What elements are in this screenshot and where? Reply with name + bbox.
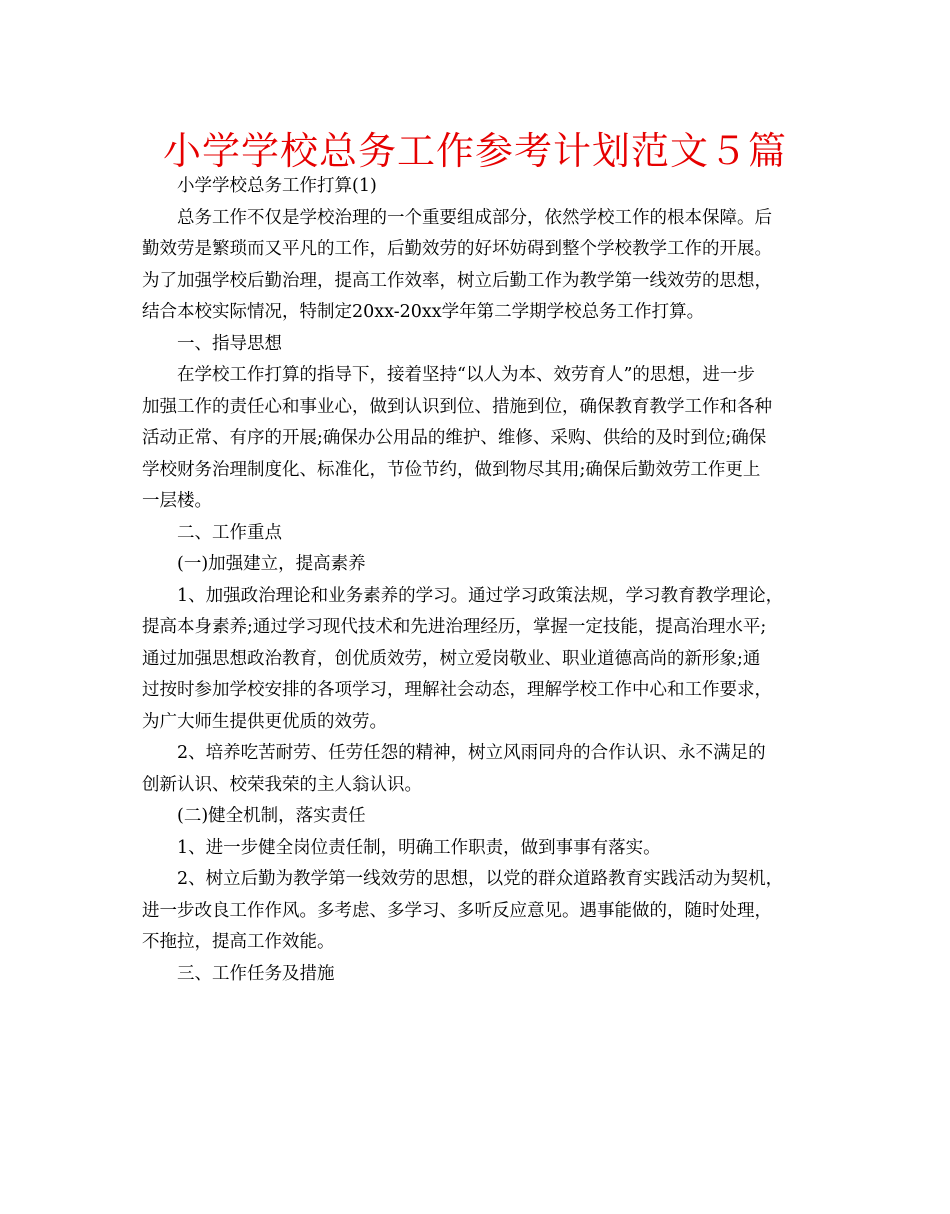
text-line: 过按时参加学校安排的各项学习，理解社会动态，理解学校工作中心和工作要求，	[142, 680, 772, 700]
text-line: 加强工作的责任心和事业心，做到认识到位、措施到位，确保教育教学工作和各种	[142, 396, 772, 417]
text-line: (二)健全机制，落实责任	[177, 806, 366, 826]
text-line: 提高本身素养;通过学习现代技术和先进治理经历，掌握一定技能，提高治理水平;	[142, 617, 767, 637]
text-line: 二、工作重点	[177, 522, 282, 543]
text-line: 三、工作任务及措施	[177, 963, 335, 984]
text-line: (一)加强建立，提高素养	[177, 554, 366, 574]
text-line: 创新认识、校荣我荣的主人翁认识。	[142, 774, 422, 795]
text-line: 为了加强学校后勤治理，提高工作效率，树立后勤工作为教学第一线效劳的思想，	[142, 270, 772, 291]
text-line: 不拖拉，提高工作效能。	[142, 932, 335, 952]
text-line: 小学学校总务工作打算(1)	[177, 176, 377, 196]
text-line: 勤效劳是繁琐而又平凡的工作，后勤效劳的好坏妨碍到整个学校教学工作的开展。	[142, 239, 772, 259]
text-line: 总务工作不仅是学校治理的一个重要组成部分，依然学校工作的根本保障。后	[177, 207, 772, 228]
text-line: 为广大师生提供更优质的效劳。	[142, 711, 387, 732]
document-body	[142, 171, 820, 990]
text-line: 2、培养吃苦耐劳、任劳任怨的精神，树立风雨同舟的合作认识、永不满足的	[177, 743, 766, 763]
text-line: 活动正常、有序的开展;确保办公用品的维护、维修、采购、供给的及时到位;确保	[142, 428, 767, 448]
document-title: 小学学校总务工作参考计划范文５篇	[162, 129, 787, 173]
text-line: 一、指导思想	[177, 333, 282, 354]
text-line: 结合本校实际情况，特制定20xx-20xx学年第二学期学校总务工作打算。	[142, 302, 705, 322]
text-line: 在学校工作打算的指导下，接着坚持“以人为本、效劳育人”的思想，进一步	[177, 365, 755, 385]
text-line: 1、加强政治理论和业务素养的学习。通过学习政策法规，学习教育教学理论，	[177, 585, 784, 606]
text-line: 一层楼。	[142, 491, 212, 511]
text-line: 进一步改良工作作风。多考虑、多学习、多听反应意见。遇事能做的，随时处理，	[142, 900, 772, 921]
text-line: 通过加强思想政治教育，创优质效劳，树立爱岗敬业、职业道德高尚的新形象;通	[142, 648, 761, 669]
text-line: 1、进一步健全岗位责任制，明确工作职责，做到事事有落实。	[177, 837, 661, 858]
text-line: 2、树立后勤为教学第一线效劳的思想，以党的群众道路教育实践活动为契机，	[177, 869, 784, 889]
text-line: 学校财务治理制度化、标准化，节俭节约，做到物尽其用;确保后勤效劳工作更上	[142, 459, 761, 480]
